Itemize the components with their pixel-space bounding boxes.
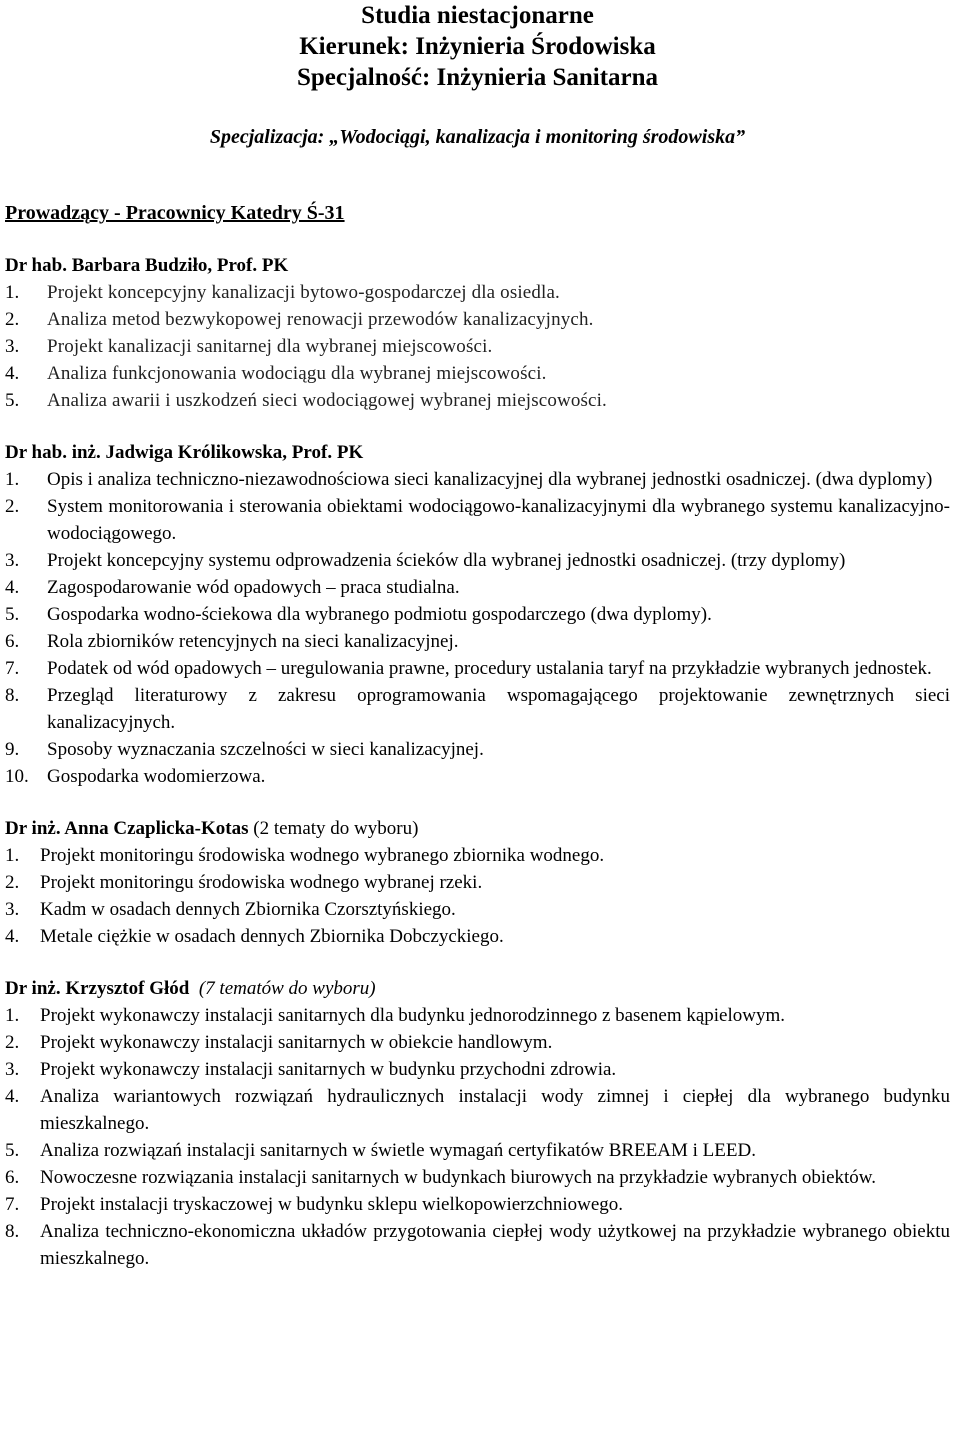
item-text: Analiza awarii i uszkodzeń sieci wodociągowej wybranej miejscowości. — [47, 390, 607, 411]
list-item — [5, 923, 950, 950]
item-text: Sposoby wyznaczania szczelności w sieci kanalizacyjnej. — [47, 739, 484, 760]
item-text: System monitorowania i sterowania obiektami wodociągowo-kanalizacyjnymi dla wybranego systemu kanalizacyjno-wodociągowego. — [47, 496, 950, 544]
item-number: 8. — [5, 1221, 20, 1242]
list-item — [5, 1083, 950, 1137]
supervisor-name — [5, 252, 950, 279]
item-text: Opis i analiza techniczno-niezawodnościowa sieci kanalizacyjnej dla wybranej jednostki osadniczej. (dwa dyplomy) — [47, 469, 933, 490]
supervisor-section-glod — [5, 975, 950, 1272]
supervisors-heading: Prowadzący - Pracownicy Katedry Ś-31 — [5, 202, 345, 224]
item-text: Nowoczesne rozwiązania instalacji sanitarnych w budynkach biurowych na przykładzie wybranych obiektów. — [40, 1167, 877, 1188]
list-item — [5, 387, 950, 414]
item-text: Zagospodarowanie wód opadowych – praca studialna. — [47, 577, 460, 598]
item-text: Metale ciężkie w osadach dennych Zbiornika Dobczyckiego. — [40, 926, 504, 947]
item-text: Projekt wykonawczy instalacji sanitarnych w obiekcie handlowym. — [40, 1032, 553, 1053]
list-item — [5, 1029, 950, 1056]
list-item — [5, 466, 950, 493]
item-text: Gospodarka wodomierzowa. — [47, 766, 266, 787]
item-text: Gospodarka wodno-ściekowa dla wybranego podmiotu gospodarczego (dwa dyplomy). — [47, 604, 712, 625]
supervisor-section-krolikowska — [5, 439, 950, 790]
item-text: Analiza wariantowych rozwiązań hydraulicznych instalacji wody zimnej i ciepłej dla wybranego budynku mieszkalnego. — [40, 1086, 950, 1134]
item-number: 7. — [5, 658, 20, 679]
item-number: 1. — [5, 282, 20, 303]
item-number: 3. — [5, 550, 20, 571]
item-number: 4. — [5, 926, 20, 947]
list-item — [5, 1218, 950, 1272]
supervisor-name-text: Dr hab. Barbara Budziło, Prof. PK — [5, 255, 289, 276]
list-item — [5, 1164, 950, 1191]
item-text: Rola zbiorników retencyjnych na sieci kanalizacyjnej. — [47, 631, 459, 652]
item-number: 1. — [5, 1005, 20, 1026]
supervisor-section-budzilo — [5, 252, 950, 414]
item-text: Projekt koncepcyjny kanalizacji bytowo-gospodarczej dla osiedla. — [47, 282, 560, 303]
item-text: Analiza metod bezwykopowej renowacji przewodów kanalizacyjnych. — [47, 309, 594, 330]
list-item — [5, 869, 950, 896]
item-number: 2. — [5, 872, 20, 893]
list-item — [5, 360, 950, 387]
supervisor-name-text: Dr inż. Krzysztof Głód — [5, 978, 190, 999]
list-item — [5, 574, 950, 601]
topic-list — [5, 842, 950, 950]
item-number: 6. — [5, 1167, 20, 1188]
list-item — [5, 1056, 950, 1083]
specialization-line: Specjalizacja: „Wodociągi, kanalizacja i monitoring środowiska” — [209, 126, 746, 148]
list-item — [5, 763, 950, 790]
list-item — [5, 1191, 950, 1218]
topic-list — [5, 279, 950, 414]
item-text: Projekt instalacji tryskaczowej w budynku sklepu wielkopowierzchniowego. — [40, 1194, 624, 1215]
list-item — [5, 896, 950, 923]
item-text: Projekt wykonawczy instalacji sanitarnych w budynku przychodni zdrowia. — [40, 1059, 617, 1080]
item-number: 2. — [5, 309, 20, 330]
item-number: 1. — [5, 469, 20, 490]
item-number: 6. — [5, 631, 20, 652]
list-item — [5, 655, 950, 682]
item-text: Analiza rozwiązań instalacji sanitarnych w świetle wymagań certyfikatów BREEAM i LEED. — [40, 1140, 756, 1161]
item-text: Projekt monitoringu środowiska wodnego wybranej rzeki. — [40, 872, 483, 893]
topic-list — [5, 1002, 950, 1272]
item-number: 4. — [5, 577, 20, 598]
list-item — [5, 279, 950, 306]
item-number: 3. — [5, 899, 20, 920]
item-text: Przegląd literaturowy z zakresu oprogramowania wspomagającego projektowanie zewnętrznych sieci kanalizacyjnych. — [47, 685, 950, 733]
item-text: Projekt kanalizacji sanitarnej dla wybranej miejscowości. — [47, 336, 493, 357]
item-text: Projekt monitoringu środowiska wodnego wybranego zbiornika wodnego. — [40, 845, 605, 866]
topic-list — [5, 466, 950, 790]
item-number: 7. — [5, 1194, 20, 1215]
topics-count-note: (7 tematów do wyboru) — [198, 978, 376, 999]
list-item — [5, 493, 950, 547]
item-number: 10. — [5, 766, 29, 787]
item-number: 2. — [5, 496, 20, 517]
item-text: Analiza funkcjonowania wodociągu dla wybranej miejscowości. — [47, 363, 547, 384]
list-item — [5, 547, 950, 574]
supervisor-name-text: Dr inż. Anna Czaplicka-Kotas — [5, 818, 249, 839]
topics-count-note: (2 tematy do wyboru) — [253, 818, 419, 839]
item-number: 5. — [5, 1140, 20, 1161]
item-number: 5. — [5, 604, 20, 625]
list-item — [5, 306, 950, 333]
list-item — [5, 1137, 950, 1164]
list-item — [5, 601, 950, 628]
list-item — [5, 682, 950, 736]
item-text: Projekt wykonawczy instalacji sanitarnych dla budynku jednorodzinnego z basenem kąpielowym. — [40, 1005, 786, 1026]
item-number: 8. — [5, 685, 20, 706]
item-text: Kadm w osadach dennych Zbiornika Czorsztyńskiego. — [40, 899, 456, 920]
doc-title-line1: Studia niestacjonarne — [361, 2, 594, 29]
list-item — [5, 1002, 950, 1029]
item-number: 3. — [5, 336, 20, 357]
doc-title-line3: Specjalność: Inżynieria Sanitarna — [296, 64, 659, 91]
item-text: Projekt koncepcyjny systemu odprowadzenia ścieków dla wybranej jednostki osadniczej. (trzy dyplomy) — [47, 550, 846, 571]
supervisor-name — [5, 975, 950, 1002]
supervisor-section-czaplicka-kotas — [5, 815, 950, 950]
doc-title-line2: Kierunek: Inżynieria Środowiska — [299, 33, 656, 60]
item-number: 4. — [5, 1086, 20, 1107]
item-number: 2. — [5, 1032, 20, 1053]
supervisor-name-text: Dr hab. inż. Jadwiga Królikowska, Prof. PK — [5, 442, 364, 463]
item-number: 9. — [5, 739, 20, 760]
list-item — [5, 628, 950, 655]
item-number: 4. — [5, 363, 20, 384]
item-text: Podatek od wód opadowych – uregulowania prawne, procedury ustalania taryf na przykładzie wybranych jednostek. — [47, 658, 932, 679]
list-item — [5, 842, 950, 869]
item-text: Analiza techniczno-ekonomiczna układów przygotowania ciepłej wody użytkowej na przykładzie wybranego obiektu mieszkalnego. — [40, 1221, 950, 1269]
item-number: 3. — [5, 1059, 20, 1080]
item-number: 5. — [5, 390, 20, 411]
list-item — [5, 333, 950, 360]
supervisor-name — [5, 439, 950, 466]
list-item — [5, 736, 950, 763]
item-number: 1. — [5, 845, 20, 866]
supervisor-name — [5, 815, 950, 842]
